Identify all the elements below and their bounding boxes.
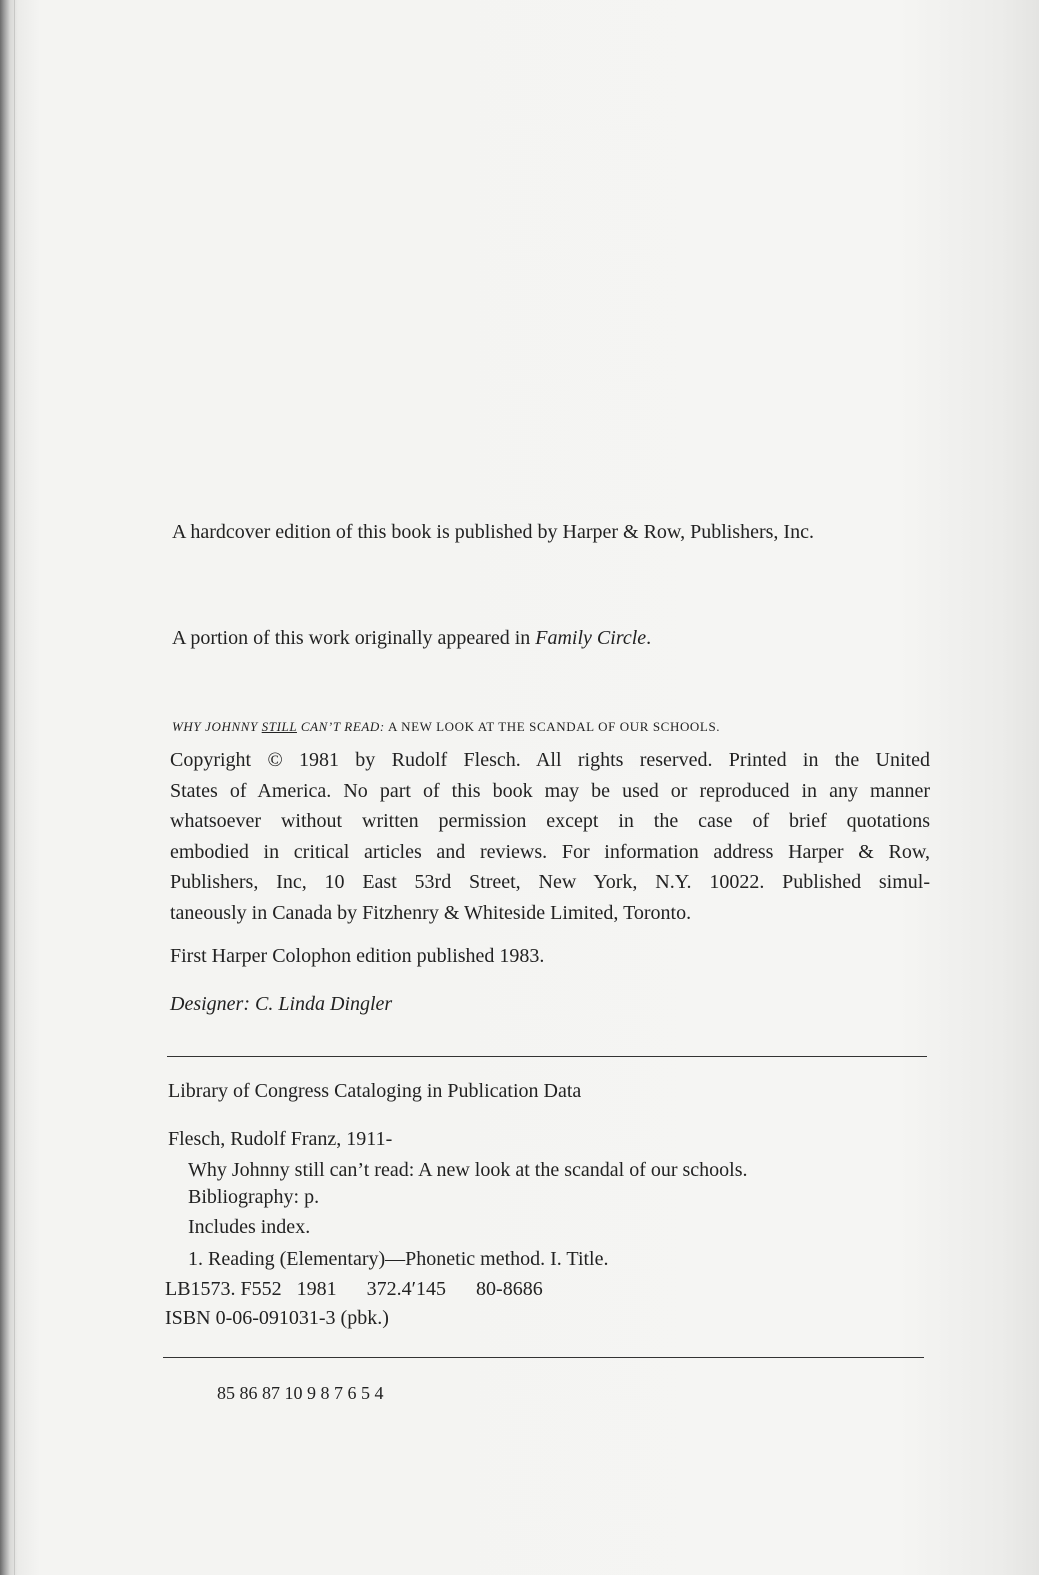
printing-line: 85 86 87 10 9 8 7 6 5 4 bbox=[217, 1383, 384, 1403]
copyright-line: Publishers, Inc, 10 East 53rd Street, New York, N.Y. 10022. Published simul- bbox=[170, 871, 930, 893]
title-part2: STILL bbox=[261, 719, 297, 734]
portion-note-suffix: . bbox=[646, 627, 652, 649]
cip-isbn: ISBN 0-06-091031-3 (pbk.) bbox=[165, 1307, 389, 1329]
hardcover-note: A hardcover edition of this book is published by Harper & Row, Publishers, Inc. bbox=[172, 521, 814, 543]
copyright-line: taneously in Canada by Fitzhenry & Whiteside Limited, Toronto. bbox=[170, 901, 692, 924]
portion-note bbox=[172, 623, 651, 653]
designer-credit: Designer: C. Linda Dingler bbox=[170, 993, 393, 1015]
copyright-line: embodied in critical articles and reviews. For information address Harper & Row, bbox=[170, 840, 930, 863]
divider-bottom bbox=[163, 1357, 924, 1358]
cip-subject: 1. Reading (Elementary)—Phonetic method. I. Title. bbox=[188, 1248, 609, 1270]
divider-top bbox=[167, 1056, 927, 1057]
copyright-line: States of America. No part of this book may be used or reproduced in any manner bbox=[170, 779, 930, 802]
cip-classification: LB1573. F552 1981 372.4′145 80-8686 bbox=[165, 1278, 543, 1300]
first-edition-note: First Harper Colophon edition published 1983. bbox=[170, 945, 545, 967]
portion-note-magazine: Family Circle bbox=[535, 627, 647, 649]
copyright-line: whatsoever without written permission except in the case of brief quotations bbox=[170, 810, 930, 832]
copyright-subtitle: A NEW LOOK AT THE SCANDAL OF OUR SCHOOLS. bbox=[384, 719, 721, 734]
copyright-title bbox=[172, 719, 720, 735]
cip-author: Flesch, Rudolf Franz, 1911- bbox=[168, 1128, 393, 1150]
page-edge bbox=[14, 0, 15, 1575]
portion-note-prefix: A portion of this work originally appeared in bbox=[172, 627, 536, 649]
title-part3: CAN’T READ: bbox=[296, 719, 385, 734]
cip-title: Why Johnny still can’t read: A new look at the scandal of our schools. bbox=[188, 1159, 748, 1181]
cip-heading: Library of Congress Cataloging in Publication Data bbox=[168, 1080, 582, 1102]
cip-bibliography: Bibliography: p. bbox=[188, 1186, 320, 1208]
copyright-notice bbox=[170, 745, 930, 928]
cip-index: Includes index. bbox=[188, 1216, 311, 1238]
title-part1: WHY JOHNNY bbox=[172, 719, 262, 734]
copyright-line: Copyright © 1981 by Rudolf Flesch. All rights reserved. Printed in the United bbox=[170, 749, 930, 771]
